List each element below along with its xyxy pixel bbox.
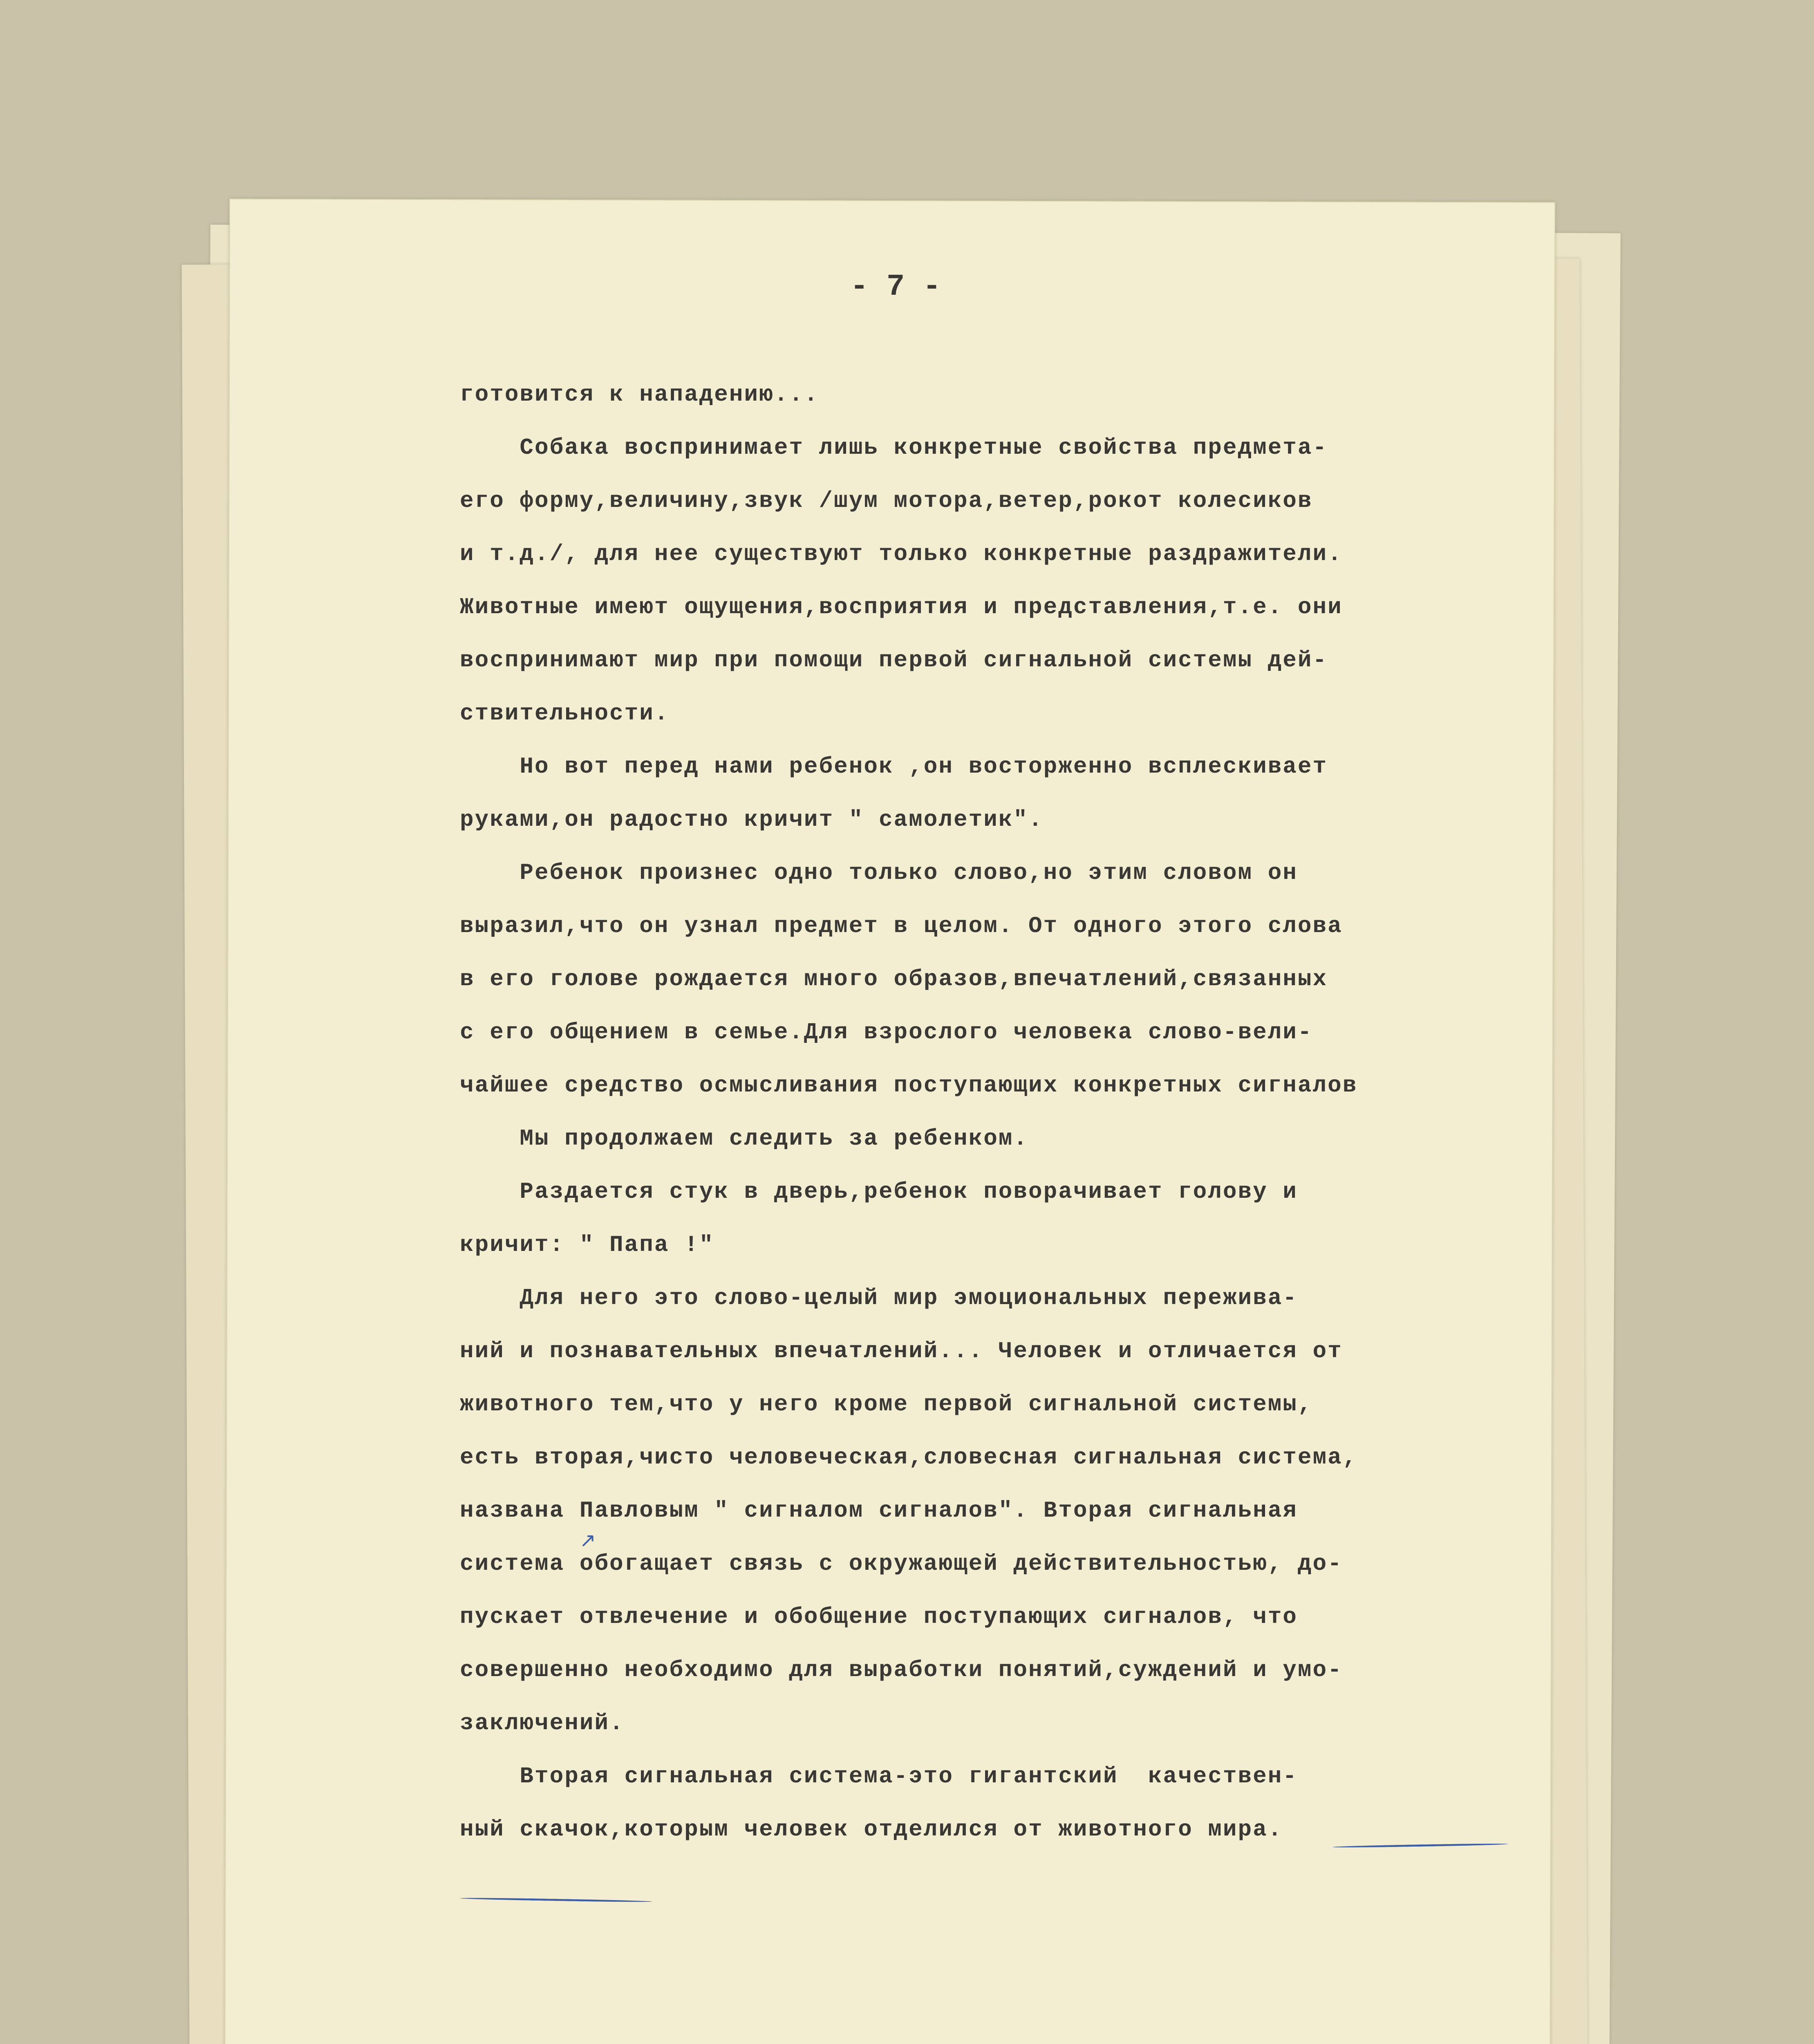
text-line: названа Павловым " сигналом сигналов". Вторая сигнальная (460, 1497, 1298, 1524)
text-line: готовится к нападению... (460, 381, 819, 408)
text-line: и т.д./, для нее существуют только конкретные раздражители. (460, 541, 1343, 567)
text-line: ствительности. (460, 700, 670, 726)
text-line: ний и познавательных впечатлений... Человек и отличается от (460, 1338, 1343, 1364)
text-line: чайшее средство осмысливания поступающих конкретных сигналов (460, 1072, 1358, 1098)
text-line: выразил,что он узнал предмет в целом. От одного этого слова (460, 913, 1343, 939)
text-line: Но вот перед нами ребенок ,он восторженно всплескивает (460, 753, 1328, 780)
text-line: Мы продолжаем следить за ребенком. (460, 1125, 1029, 1152)
text-line: система обогащает связь с окружающей действительностью, до- (460, 1551, 1343, 1577)
typed-text-block (460, 368, 1563, 1856)
text-line: Ребенок произнес одно только слово,но этим словом он (460, 860, 1298, 886)
page-number: - 7 - (850, 270, 941, 304)
text-line: Вторая сигнальная система-это гигантский качествен- (460, 1763, 1298, 1789)
text-line: животного тем,что у него кроме первой сигнальной системы, (460, 1391, 1313, 1417)
text-line: воспринимают мир при помощи первой сигнальной системы дей- (460, 647, 1328, 673)
text-line: его форму,величину,звук /шум мотора,ветер,рокот колесиков (460, 488, 1313, 514)
text-line: Для него это слово-целый мир эмоциональных пережива- (460, 1285, 1298, 1311)
text-line: ный скачок,которым человек отделился от животного мира. (460, 1816, 1283, 1842)
text-line: Собака воспринимает лишь конкретные свойства предмета- (460, 435, 1328, 461)
text-line: руками,он радостно кричит " самолетик". (460, 807, 1044, 833)
handwritten-caret-mark: ↗ (580, 1529, 596, 1552)
text-line: в его голове рождается много образов,впечатлений,связанных (460, 966, 1328, 992)
text-line: Раздается стук в дверь,ребенок поворачивает голову и (460, 1179, 1298, 1205)
text-line: есть вторая,чисто человеческая,словесная сигнальная система, (460, 1444, 1358, 1470)
text-line: пускает отвлечение и обобщение поступающих сигналов, что (460, 1604, 1298, 1630)
text-line: заключений. (460, 1710, 625, 1736)
text-line: кричит: " Папа !" (460, 1232, 714, 1258)
text-line: совершенно необходимо для выработки понятий,суждений и умо- (460, 1657, 1343, 1683)
text-line: Животные имеют ощущения,восприятия и представления,т.е. они (460, 594, 1343, 620)
text-line: с его общением в семье.Для взрослого человека слово-вели- (460, 1019, 1313, 1045)
